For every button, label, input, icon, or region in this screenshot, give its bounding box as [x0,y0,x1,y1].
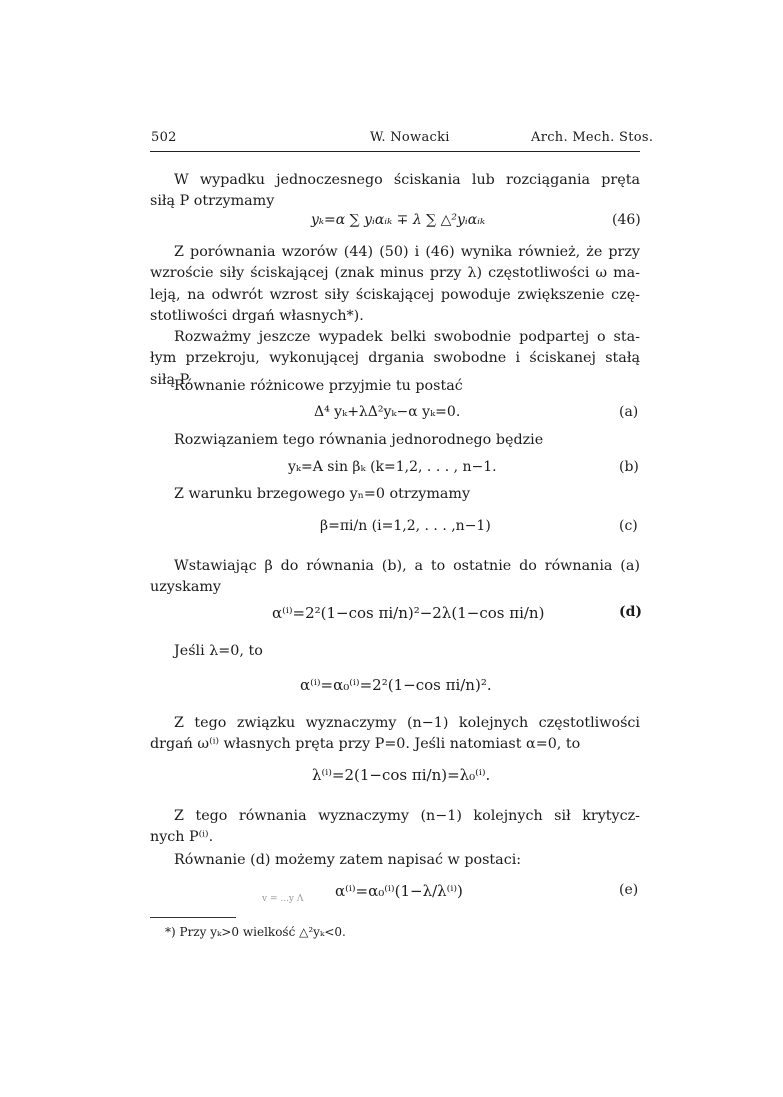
equation-lambda-zero: α⁽ⁱ⁾=α₀⁽ⁱ⁾=2²(1−cos πi/n)². [300,676,492,694]
equation-label-e: (e) [619,882,639,898]
text-line: Z warunku brzegowego yₙ=0 otrzymamy [174,486,471,502]
equation-label-b: (b) [619,459,639,475]
text-line: leją, na odwrót wzrost siły ściskającej powoduje zwiększenie czę- [150,286,640,303]
equation-label-d: (d) [619,604,643,620]
text-line: siłą P. [150,371,191,388]
text-line: łym przekroju, wykonującej drgania swobodne i ściskanej stałą [150,350,640,367]
running-author: W. Nowacki [370,130,450,145]
text-line: uzyskamy [150,579,221,596]
header-rule [150,151,640,152]
equation-label-a: (a) [619,404,639,420]
paragraph-boundary [150,484,640,505]
equation-d: α⁽ⁱ⁾=2²(1−cos πi/n)²−2λ(1−cos πi/n) [272,604,545,622]
equation-46: yₖ=α ∑ yᵢαᵢₖ ∓ λ ∑ △²yᵢαᵢₖ [311,212,486,228]
equation-e: α⁽ⁱ⁾=α₀⁽ⁱ⁾(1−λ/λ⁽ⁱ⁾) [335,882,463,900]
paragraph-difference-eq [150,376,640,397]
text-line: Wstawiając β do równania (b), a to ostatnie do równania (a) [174,558,640,574]
text-line: drgań ω⁽ⁱ⁾ własnych pręta przy P=0. Jeśli natomiast α=0, to [150,736,581,753]
running-journal: Arch. Mech. Stos. [531,130,654,145]
text-line: Z tego równania wyznaczymy (n−1) kolejnych sił krytycz- [174,808,640,824]
text-line: Równanie (d) możemy zatem napisać w postaci: [174,852,522,868]
paragraph-form [150,850,640,871]
text-line: Jeśli λ=0, to [174,643,263,659]
equation-a: Δ⁴ yₖ+λΔ²yₖ−α yₖ=0. [314,404,461,420]
equation-label-c: (c) [619,518,638,534]
text-line: Z porównania wzorów (44) (50) i (46) wynika również, że przy [174,244,640,260]
text-line: siłą P otrzymamy [150,193,275,210]
text-line: wzroście siły ściskającej (znak minus przy λ) częstotliwości ω ma- [150,265,640,282]
text-line: stotliwości drgań własnych*). [150,308,364,325]
text-line: Rozważmy jeszcze wypadek belki swobodnie podpartej o sta- [174,329,640,345]
paragraph-solution [150,430,640,451]
equation-b: yₖ=A sin βₖ (k=1,2, . . . , n−1. [288,459,497,475]
paragraph-comparison [150,242,640,328]
equation-alpha-zero: λ⁽ⁱ⁾=2(1−cos πi/n)=λ₀⁽ⁱ⁾. [312,766,491,784]
paragraph-critical-forces [150,806,640,849]
equation-c: β=πi/n (i=1,2, . . . ,n−1) [320,518,491,534]
footnote: *) Przy yₖ>0 wielkość △²yₖ<0. [165,925,346,939]
bleed-through-text: v = ...y Λ [262,894,304,904]
text-line: W wypadku jednoczesnego ściskania lub rozciągania pręta [174,172,640,188]
text-line: nych P⁽ⁱ⁾. [150,829,214,846]
text-line: Z tego związku wyznaczymy (n−1) kolejnych częstotliwości [174,715,640,731]
paragraph-lambda-zero [150,641,640,662]
page-number: 502 [151,130,177,145]
paragraph-intro [150,170,640,213]
paragraph-substitution [150,556,640,599]
text-line: Równanie różnicowe przyjmie tu postać [174,378,463,394]
paragraph-frequencies [150,713,640,756]
footnote-rule [150,917,236,918]
equation-label-46: (46) [612,212,641,228]
text-line: Rozwiązaniem tego równania jednorodnego będzie [174,432,544,448]
